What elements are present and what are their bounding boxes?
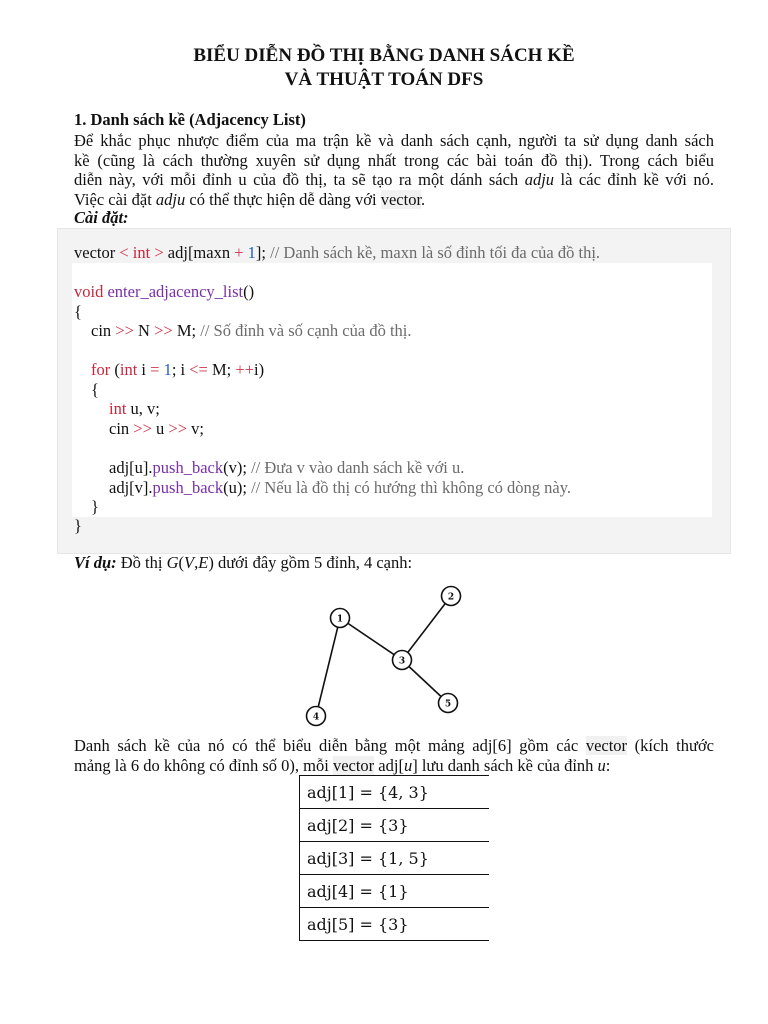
code-line-5: for (int i = 1; i <= M; ++i) — [91, 360, 265, 379]
graph-diagram — [296, 578, 488, 730]
code-line-4: cin >> N >> M; // Số đỉnh và số cạnh của đồ thị. — [91, 321, 412, 340]
para-line-2: kề (cũng là cách thường xuyên sử dụng nhất trong các bài toán đồ thị). Trong cách biểu — [74, 150, 714, 170]
code-line-9: adj[u].push_back(v); // Đưa v vào danh sách kề với u. — [109, 458, 465, 477]
table-row — [300, 842, 490, 875]
table-cell: adj[1] = {4, 3} — [300, 776, 490, 809]
code-line-6: { — [91, 380, 99, 399]
table-cell: adj[3] = {1, 5} — [300, 842, 490, 875]
code-line-10: adj[v].push_back(u); // Nếu là đồ thị có hướng thì không có dòng này. — [109, 478, 572, 497]
code-line-11: } — [91, 497, 99, 516]
code-line-2: void enter_adjacency_list() — [74, 282, 255, 301]
para-line-3: diễn này, với mỗi đỉnh u của đồ thị, ta sẽ tạo ra một dánh sách adju là các đỉnh kề với nó. — [74, 170, 714, 189]
adj-description — [74, 736, 714, 775]
para-line-1: Để khắc phục nhược điểm của ma trận kề và danh sách cạnh, người ta sử dụng danh sách — [74, 131, 714, 150]
table-row — [300, 776, 490, 809]
graph-edge-2-3 — [402, 596, 451, 660]
section-heading: 1. Danh sách kề (Adjacency List) — [74, 110, 306, 129]
table-row — [300, 875, 490, 908]
table-row — [300, 908, 490, 941]
graph-node-label-2: 2 — [447, 592, 455, 603]
code-line-8: cin >> u >> v; — [109, 419, 205, 438]
title-line-2: VÀ THUẬT TOÁN DFS — [284, 69, 484, 90]
adj-desc-line-1: Danh sách kề của nó có thể biểu diễn bằng một mảng adj[6] gồm các vector (kích thước — [74, 736, 714, 755]
graph-node-label-3: 3 — [398, 656, 406, 667]
table-cell: adj[4] = {1} — [300, 875, 490, 908]
table-row — [300, 809, 490, 842]
title-line-1: BIỂU DIỄN ĐỒ THỊ BẰNG DANH SÁCH KỀ — [193, 45, 575, 66]
graph-node-label-5: 5 — [444, 699, 452, 710]
para-line-4: Việc cài đặt adju có thể thực hiện dễ dàng với vector. — [74, 189, 426, 209]
table-cell: adj[2] = {3} — [300, 809, 490, 842]
code-line-12: } — [74, 516, 82, 535]
code-line-7: int u, v; — [109, 399, 160, 418]
graph-edge-1-4 — [316, 618, 340, 716]
adj-desc-line-2: mảng là 6 do không có đỉnh số 0), mỗi vector adj[u] lưu danh sách kề của đỉnh u: — [74, 755, 611, 775]
graph-edge-1-3 — [340, 618, 402, 660]
install-label: Cài đặt: — [74, 208, 129, 227]
graph-node-label-4: 4 — [312, 712, 320, 723]
table-cell: adj[5] = {3} — [300, 908, 490, 941]
page-title — [0, 44, 768, 92]
example-line: Ví dụ: Đồ thị G(V,E) dưới đây gồm 5 đỉnh, 4 cạnh: — [74, 553, 413, 572]
intro-paragraph — [74, 131, 714, 209]
adjacency-table — [299, 775, 489, 941]
code-line-1: vector < int > adj[maxn + 1]; // Danh sách kề, maxn là số đỉnh tối đa của đồ thị. — [74, 243, 601, 262]
graph-node-label-1: 1 — [336, 614, 344, 625]
code-line-3: { — [74, 302, 82, 321]
